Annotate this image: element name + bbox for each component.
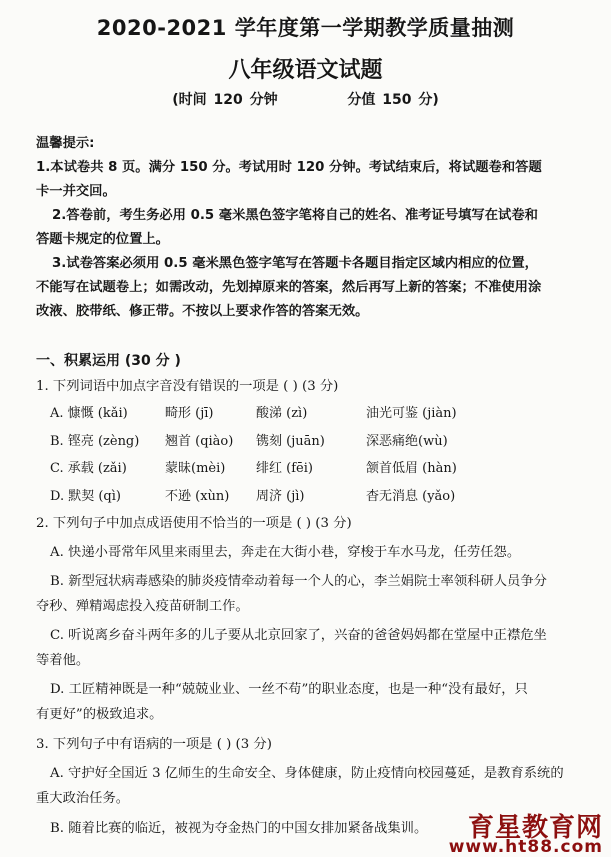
exam-score: 分值 150 分) (347, 92, 439, 108)
notice-line: 不能写在试题卷上；如需改动，先划掉原来的答案，然后再写上新的答案；不准使用涂 (36, 280, 542, 295)
q3-option-a: A. 守护好全国近 3 亿师生的生命安全、身体健康，防止疫情向校园蔓延，是教育系统的 (50, 766, 564, 781)
q1-option: A. 慷慨 (kǎi) (50, 406, 128, 421)
section-heading: 一、积累运用 (30 分 ) (36, 353, 181, 369)
notice-line: 1.本试卷共 8 页。满分 150 分。考试用时 120 分钟。考试结束后，将试题卷和答题 (36, 160, 542, 175)
q1-option: 蒙昧(mèi) (165, 461, 226, 476)
q2-option-d-cont: 有更好”的极致追求。 (36, 707, 163, 722)
q1-option: 酸涕 (zì) (256, 406, 308, 421)
exam-meta (0, 89, 611, 109)
exam-time: (时间 120 分钟 (172, 92, 278, 108)
q1-option: 周济 (jì) (256, 489, 305, 504)
q1-option: 镌刻 (juān) (256, 434, 325, 449)
notice-line: 3.试卷答案必须用 0.5 毫米黑色签字笔写在答题卡各题目指定区域内相应的位置， (52, 256, 538, 271)
q2-option-b: B. 新型冠状病毒感染的肺炎疫情牵动着每一个人的心，李兰娟院士率领科研人员争分 (50, 574, 547, 589)
q2-option-c-cont: 等着他。 (36, 653, 90, 668)
exam-subtitle: 八年级语文试题 (228, 58, 383, 83)
exam-title: 2020-2021 学年度第一学期教学质量抽测 (96, 16, 515, 40)
notice-line: 卡一并交回。 (36, 184, 116, 199)
q1-option: B. 铿亮 (zèng) (50, 434, 140, 449)
q1-option: D. 默契 (qì) (50, 489, 121, 504)
q3-option-b: B. 随着比赛的临近，被视为夺金热门的中国女排加紧备战集训。 (50, 821, 428, 836)
watermark-brand: 育星教育网 (467, 813, 603, 843)
q1-option: C. 承载 (zǎi) (50, 461, 127, 476)
q1-option: 油光可鉴 (jiàn) (366, 406, 457, 421)
watermark-url: www.ht88.com (448, 837, 603, 857)
q3-option-a-cont: 重大政治任务。 (36, 791, 130, 806)
watermark-logo (449, 815, 603, 856)
q1-option: 颔首低眉 (hàn) (366, 461, 457, 476)
q1-option: 绯红 (fēi) (256, 461, 313, 476)
q2-option-c: C. 听说离乡奋斗两年多的儿子要从北京回家了，兴奋的爸爸妈妈都在堂屋中正襟危坐 (50, 628, 547, 643)
q1-option: 翘首 (qiào) (165, 434, 234, 449)
notice-line: 答题卡规定的位置上。 (36, 232, 169, 247)
notice-line: 2.答卷前，考生务必用 0.5 毫米黑色签字笔将自己的姓名、准考证号填写在试卷和 (52, 208, 538, 223)
q1-option: 杳无消息 (yǎo) (366, 489, 456, 504)
question-1-stem: 1. 下列词语中加点字音没有错误的一项是 ( ) (3 分) (36, 379, 339, 394)
q1-option: 深恶痛绝(wù) (366, 434, 448, 449)
question-3-stem: 3. 下列句子中有语病的一项是 ( ) (3 分) (36, 737, 272, 752)
q2-option-a: A. 快递小哥常年风里来雨里去，奔走在大街小巷，穿梭于车水马龙，任劳任怨。 (50, 545, 521, 560)
notice-heading: 温馨提示: (36, 136, 95, 151)
q1-option: 不逊 (xùn) (165, 489, 230, 504)
notice-line: 改液、胶带纸、修正带。不按以上要求作答的答案无效。 (36, 304, 369, 319)
q2-option-d: D. 工匠精神既是一种“兢兢业业、一丝不苟”的职业态度，也是一种“没有最好，只 (50, 682, 528, 697)
question-2-stem: 2. 下列句子中加点成语使用不恰当的一项是 ( ) (3 分) (36, 516, 352, 531)
q1-option: 畸形 (jī) (165, 406, 214, 421)
q2-option-b-cont: 夺秒、殚精竭虑投入疫苗研制工作。 (36, 599, 249, 614)
